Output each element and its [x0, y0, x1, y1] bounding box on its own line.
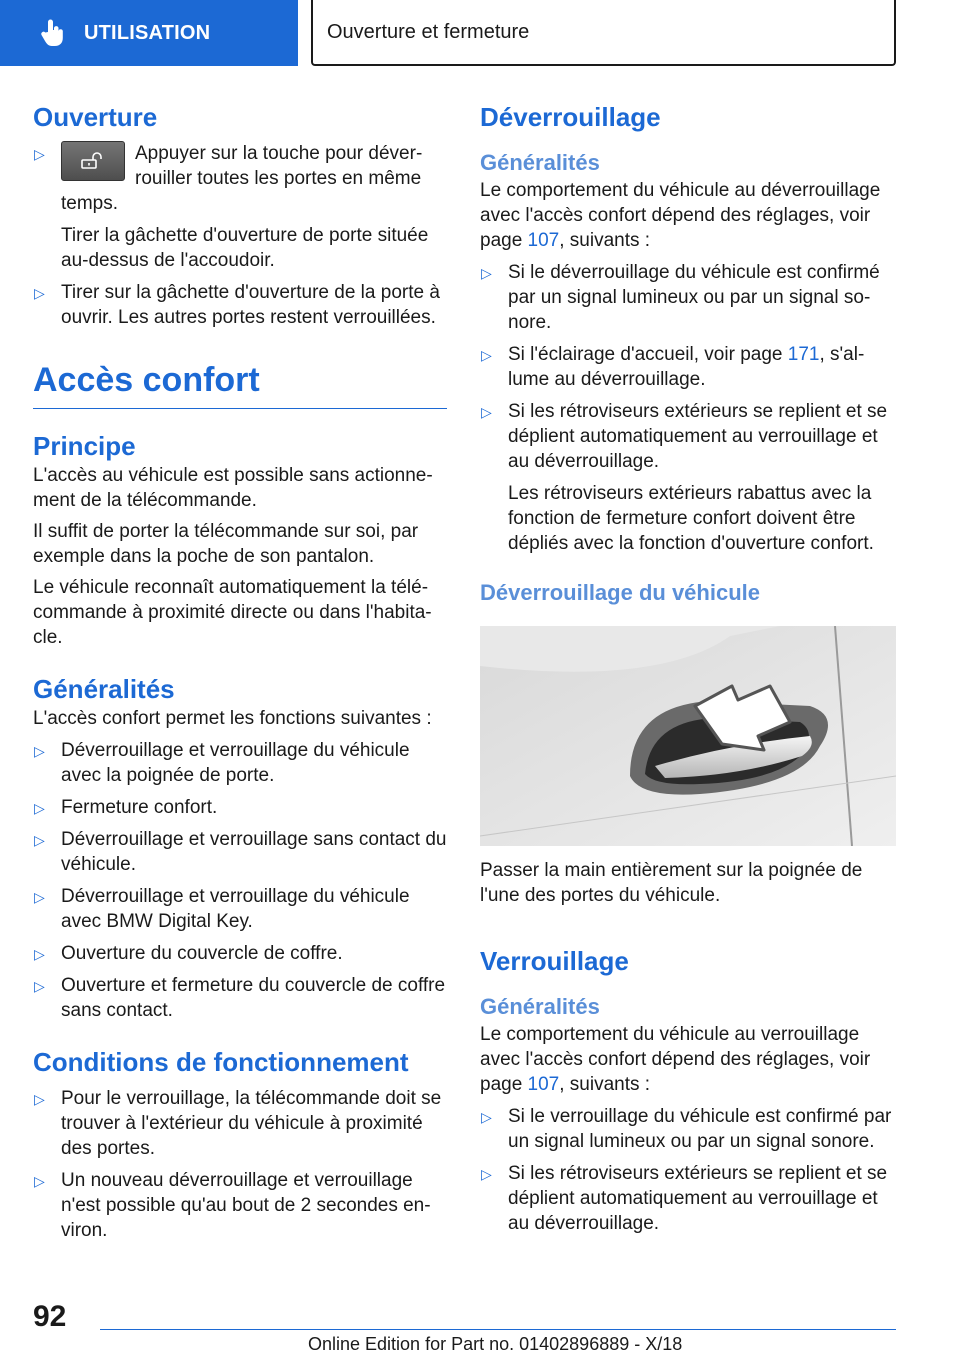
bullet-triangle-icon: ▷ [34, 800, 45, 816]
right-column [480, 100, 896, 1236]
list-item-text: Un nouveau déverrouillage et verrouillage n'est possible qu'au bout de 2 secondes environ. [61, 1170, 431, 1241]
page-link[interactable]: 171 [787, 344, 820, 365]
edition-footer: Online Edition for Part no. 01402896889 - X/18 [308, 1334, 683, 1354]
list-item-text: Déverrouillage et verrouillage du véhicule avec la poignée de porte. [61, 740, 410, 786]
paragraph-text: , suivants : [559, 230, 651, 251]
left-column [33, 100, 447, 1243]
heading-deverrouillage: Déverrouillage [480, 102, 661, 132]
ouverture-list [33, 141, 447, 330]
bullet-triangle-icon: ▷ [481, 265, 492, 281]
verrouillage-list [480, 1104, 896, 1236]
heading-principe: Principe [33, 431, 136, 461]
list-item [480, 342, 896, 392]
paragraph [480, 178, 896, 253]
list-item-text: Déverrouillage et verrouillage du véhicule avec BMW Digital Key. [61, 886, 410, 932]
paragraph: Il suffit de porter la télécommande sur soi, par exemple dans la poche de son pantalon. [33, 521, 419, 567]
hand-pointer-icon [38, 17, 68, 49]
chapter-title: Ouverture et fermeture [327, 20, 530, 43]
conditions-list [33, 1086, 447, 1243]
bullet-triangle-icon: ▷ [34, 743, 45, 759]
list-item [480, 260, 896, 335]
list-item-text: Si le déverrouillage du véhicule est confirmé par un signal lumineux ou par un signal sonore. [508, 262, 880, 333]
page-number: 92 [33, 1300, 67, 1333]
heading-generalites: Généralités [480, 994, 600, 1019]
paragraph [480, 1022, 896, 1097]
chapter-header [311, 0, 896, 66]
list-item-text: Appuyer sur la touche pour déverrouiller toutes les portes en même temps. [61, 143, 423, 214]
list-item-text: Pour le verrouillage, la télécommande doit se trouver à l'extérieur du véhicule à proximité des portes. [61, 1088, 442, 1159]
heading-conditions: Conditions de fonctionnement [33, 1047, 409, 1077]
list-item [33, 1168, 447, 1243]
bullet-triangle-icon: ▷ [34, 285, 45, 301]
list-item-text: Si les rétroviseurs extérieurs se replient et se déplient automatiquement au verrouillage et au déverrouillage. [508, 401, 888, 472]
bullet-triangle-icon: ▷ [481, 347, 492, 363]
list-item [33, 973, 447, 1023]
deverrouillage-list [480, 260, 896, 556]
list-item [33, 941, 447, 966]
bullet-triangle-icon: ▷ [34, 946, 45, 962]
list-item-text: Ouverture du couvercle de coffre. [61, 943, 343, 964]
list-item [33, 141, 447, 273]
bullet-triangle-icon: ▷ [34, 1173, 45, 1189]
list-item [33, 1086, 447, 1161]
paragraph-text: , suivants : [559, 1074, 651, 1095]
list-item [480, 1104, 896, 1154]
heading-rule [33, 408, 447, 409]
paragraph: L'accès au véhicule est possible sans actionnement de la télécommande. [33, 465, 433, 511]
heading-generalites: Généralités [33, 674, 175, 704]
section-tab[interactable] [0, 0, 298, 66]
list-item-text: Si le verrouillage du véhicule est confirmé par un signal lumineux ou par un signal sonore. [508, 1106, 892, 1152]
bullet-triangle-icon: ▷ [34, 1091, 45, 1107]
list-item-text: , s'allume au déverrouillage. [508, 344, 865, 390]
list-item-text: Ouverture et fermeture du couvercle de coffre sans contact. [61, 975, 446, 1021]
heading-acces-confort: Accès confort [33, 361, 260, 399]
bullet-triangle-icon: ▷ [34, 832, 45, 848]
list-item [33, 827, 447, 877]
list-item-text: Si les rétroviseurs extérieurs se replient et se déplient automatiquement au verrouillage et au déverrouillage. [508, 1163, 888, 1234]
list-item-text: Fermeture confort. [61, 797, 218, 818]
unlock-button-icon [61, 141, 125, 181]
bullet-triangle-icon: ▷ [481, 1166, 492, 1182]
page-link[interactable]: 107 [527, 1074, 560, 1095]
bullet-triangle-icon: ▷ [481, 1109, 492, 1125]
paragraph-text: Le comportement du véhicule au verrouillage avec l'accès confort dépend des réglages, voir page [480, 1024, 871, 1095]
paragraph: L'accès confort permet les fonctions suivantes : [33, 708, 432, 729]
heading-ouverture: Ouverture [33, 102, 158, 132]
list-item-text: Déverrouillage et verrouillage sans contact du véhicule. [61, 829, 447, 875]
paragraph: Le véhicule reconnaît automatiquement la télécommande à proximité directe ou dans l'habitacle. [33, 577, 432, 648]
list-item-subtext: Les rétroviseurs extérieurs rabattus avec la fonction de fermeture confort doivent être dépliés avec la fonction d'ouverture confort. [508, 483, 874, 554]
generalites-list [33, 738, 447, 1023]
image-caption: Passer la main entièrement sur la poignée de l'une des portes du véhicule. [480, 860, 863, 906]
heading-deverrouillage-vehicule: Déverrouillage du véhicule [480, 580, 760, 605]
list-item-text: Si l'éclairage d'accueil, voir page [508, 344, 788, 365]
list-item [33, 884, 447, 934]
bullet-triangle-icon: ▷ [34, 889, 45, 905]
heading-generalites: Généralités [480, 150, 600, 175]
list-item-subtext: Tirer la gâchette d'ouverture de porte située au-dessus de l'accoudoir. [61, 225, 429, 271]
list-item [480, 1161, 896, 1236]
page-link[interactable]: 107 [527, 230, 560, 251]
heading-verrouillage: Verrouillage [480, 946, 629, 976]
list-item [480, 399, 896, 556]
bullet-triangle-icon: ▷ [481, 404, 492, 420]
list-item-text: Tirer sur la gâchette d'ouverture de la porte à ouvrir. Les autres portes restent verrouillées. [61, 282, 440, 328]
footer-rule [100, 1329, 896, 1330]
list-item [33, 738, 447, 788]
section-label: UTILISATION [84, 21, 211, 44]
list-item [33, 280, 447, 330]
door-handle-image [480, 626, 896, 846]
list-item [33, 795, 447, 820]
bullet-triangle-icon: ▷ [34, 146, 45, 162]
bullet-triangle-icon: ▷ [34, 978, 45, 994]
paragraph-text: Le comportement du véhicule au déverrouillage avec l'accès confort dépend des réglages, voir page [480, 180, 881, 251]
